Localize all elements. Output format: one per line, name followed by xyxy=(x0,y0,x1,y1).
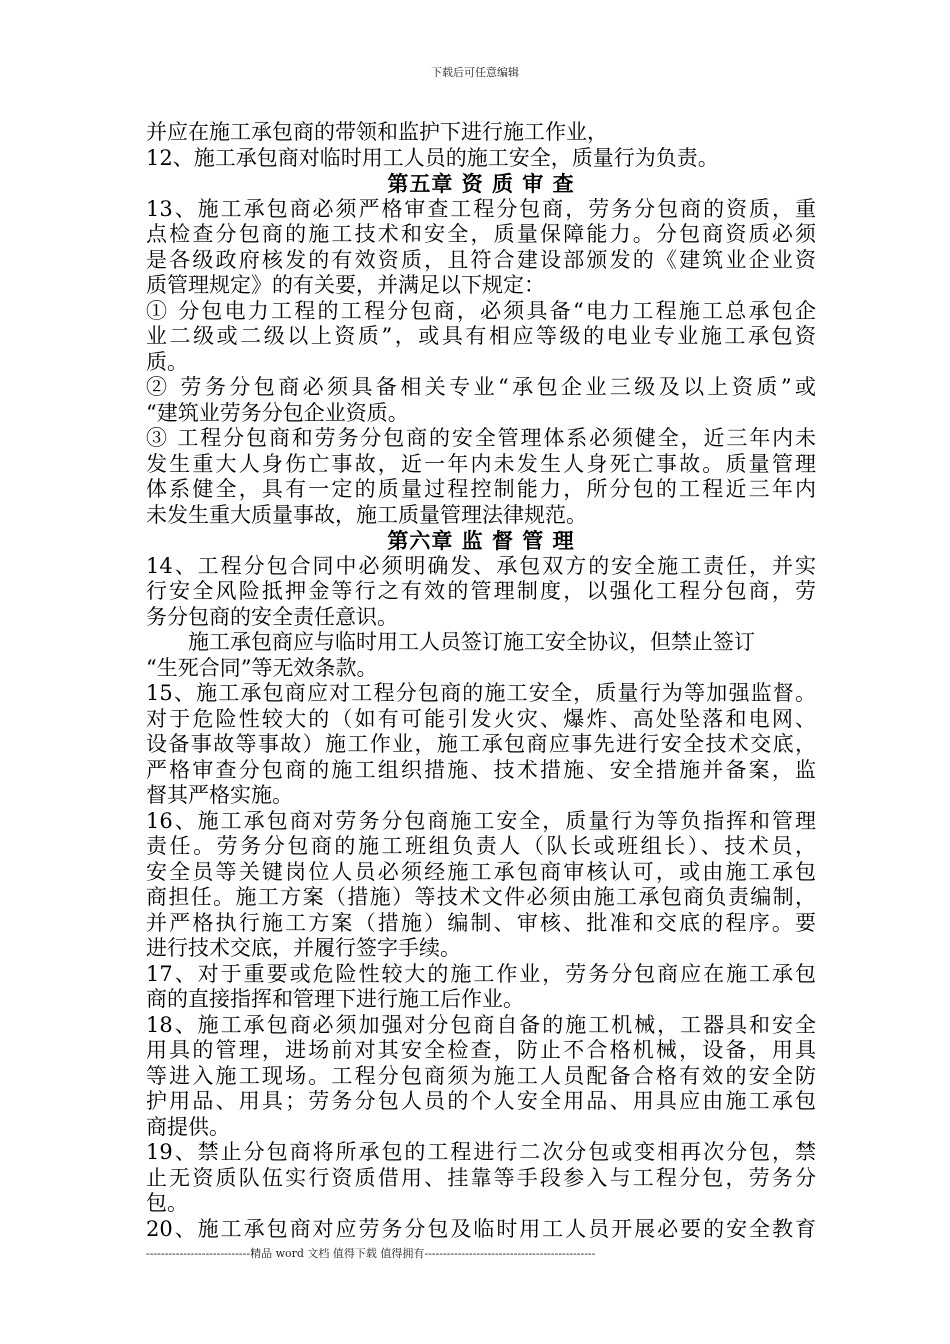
text-line: 并严格执行施工方案（措施）编制、审核、批准和交底的程序。要 xyxy=(146,910,816,935)
text-line: “生死合同”等无效条款。 xyxy=(146,655,378,680)
text-line: 督其严格实施。 xyxy=(146,783,293,807)
text-line: 商的直接指挥和管理下进行施工后作业。 xyxy=(146,987,524,1011)
text-line: 安全员等关键岗位人员必须经施工承包商审核认可，或由施工承包 xyxy=(146,859,816,884)
document-body xyxy=(146,120,816,1242)
text-line: 质。 xyxy=(146,349,188,374)
text-line: 16、施工承包商对劳务分包商施工安全，质量行为等负指挥和管理 xyxy=(146,808,816,833)
chapter-heading: 第六章 监 督 管 理 xyxy=(387,528,575,553)
text-line: 护用品、用具；劳务分包人员的个人安全用品、用具应由施工承包 xyxy=(146,1089,816,1113)
text-line: 发生重大人身伤亡事故，近一年内未发生人身死亡事故。质量管理 xyxy=(146,451,816,476)
text-line: 15、施工承包商应对工程分包商的施工安全，质量行为等加强监督。 xyxy=(146,681,816,705)
text-line: 用具的管理，进场前对其安全检查，防止不合格机械，设备，用具 xyxy=(146,1038,816,1062)
text-line: 是各级政府核发的有效资质，且符合建设部颁发的《建筑业企业资 xyxy=(146,247,816,272)
text-line: 设备事故等事故）施工作业，施工承包商应事先进行安全技术交底， xyxy=(146,732,816,756)
text-line: 对于危险性较大的（如有可能引发火灾、爆炸、高处坠落和电网、 xyxy=(146,706,816,731)
text-line: “建筑业劳务分包企业资质。 xyxy=(146,400,409,425)
page-header: 下载后可任意编辑 xyxy=(431,66,519,79)
text-line: ③ 工程分包商和劳务分包商的安全管理体系必须健全，近三年内未 xyxy=(146,426,816,450)
text-line: 商提供。 xyxy=(146,1114,230,1139)
text-line: 止无资质队伍实行资质借用、挂靠等手段参入与工程分包，劳务分 xyxy=(146,1165,816,1190)
text-line: 务分包商的安全责任意识。 xyxy=(146,604,398,629)
text-line: 18、施工承包商必须加强对分包商自备的施工机械，工器具和安全 xyxy=(146,1012,816,1037)
text-line: 未发生重大质量事故，施工质量管理法律规范。 xyxy=(146,502,587,527)
text-line: 17、对于重要或危险性较大的施工作业，劳务分包商应在施工承包 xyxy=(146,961,816,986)
text-line: 并应在施工承包商的带领和监护下进行施工作业， xyxy=(146,120,608,144)
text-line: 施工承包商应与临时用工人员签订施工安全协议，但禁止签订 xyxy=(146,630,755,654)
text-line: 等进入施工现场。工程分包商须为施工人员配备合格有效的安全防 xyxy=(146,1063,816,1088)
page-footer: ----------------------------精品 word 文档 值得下载 值得拥有---------------------------------------------- xyxy=(146,1247,596,1260)
text-line: 点检查分包商的施工技术和安全，质量保障能力。分包商资质必须 xyxy=(146,222,816,246)
text-line: 责任。劳务分包商的施工班组负责人（队长或班组长）、技术员， xyxy=(146,834,816,858)
text-line: 业二级或二级以上资质”，或具有相应等级的电业专业施工承包资 xyxy=(146,324,816,348)
text-line: 严格审查分包商的施工组织措施、技术措施、安全措施并备案，监 xyxy=(146,757,816,782)
chapter-heading: 第五章 资 质 审 查 xyxy=(387,171,575,196)
text-line: 13、施工承包商必须严格审查工程分包商，劳务分包商的资质，重 xyxy=(146,196,816,221)
text-line: 商担任。施工方案（措施）等技术文件必须由施工承包商负责编制， xyxy=(146,885,816,909)
text-line: 14、工程分包合同中必须明确发、承包双方的安全施工责任，并实 xyxy=(146,553,816,578)
text-line: 20、施工承包商对应劳务分包及临时用工人员开展必要的安全教育 xyxy=(146,1216,816,1241)
text-line: ② 劳务分包商必须具备相关专业“承包企业三级及以上资质”或 xyxy=(146,375,816,399)
text-line: ① 分包电力工程的工程分包商，必须具备“电力工程施工总承包企 xyxy=(146,298,816,323)
text-line: 包。 xyxy=(146,1191,188,1215)
text-line: 19、禁止分包商将所承包的工程进行二次分包或变相再次分包，禁 xyxy=(146,1140,816,1164)
text-line: 行安全风险抵押金等行之有效的管理制度，以强化工程分包商，劳 xyxy=(146,579,816,603)
text-line: 进行技术交底，并履行签字手续。 xyxy=(146,936,461,960)
text-line: 体系健全，具有一定的质量过程控制能力，所分包的工程近三年内 xyxy=(146,477,816,501)
text-line: 质管理规定》的有关要，并满足以下规定： xyxy=(146,273,545,297)
text-line: 12、施工承包商对临时用工人员的施工安全，质量行为负责。 xyxy=(146,145,719,170)
